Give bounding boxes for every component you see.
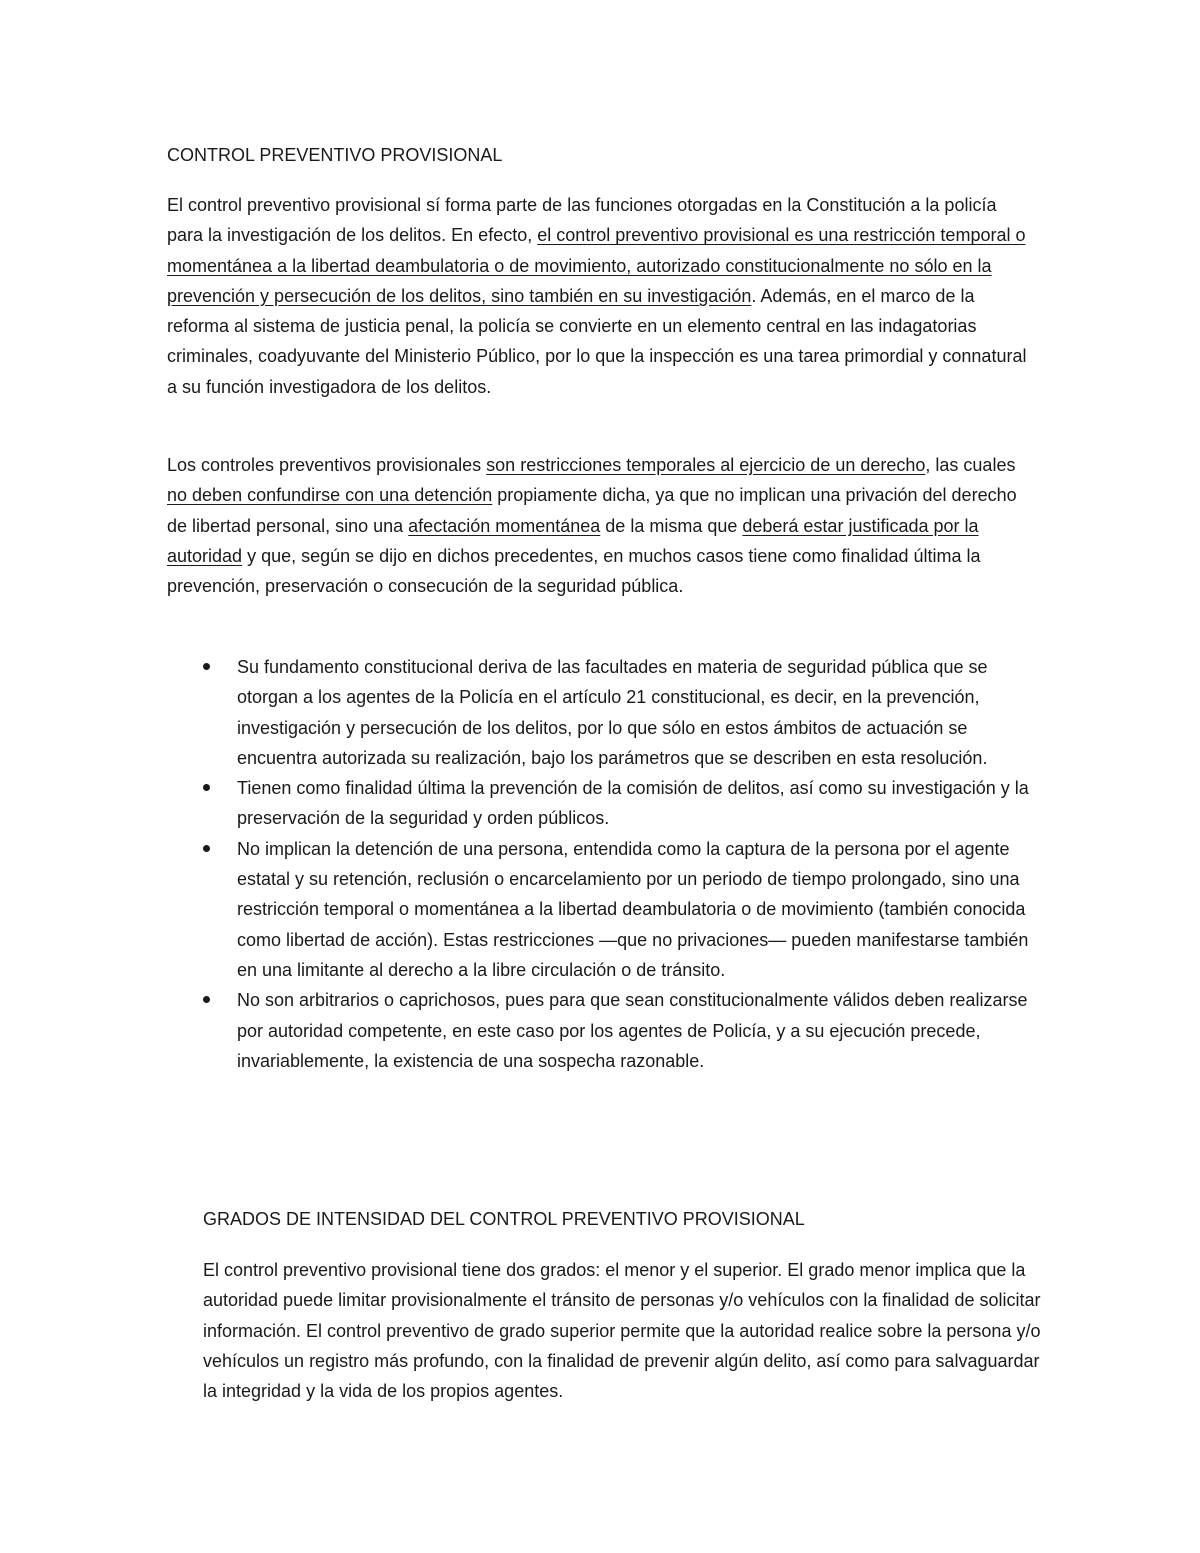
- paragraph-text: propiamente dicha, ya que no implican una privación del derecho de libertad personal, sino una: [167, 485, 1017, 536]
- list-item: [203, 773, 1043, 834]
- bullet-icon: [203, 996, 210, 1003]
- paragraph-text: , las cuales: [925, 455, 1016, 475]
- list-item: [203, 652, 1043, 773]
- bullet-icon: [203, 845, 210, 852]
- paragraph-text: El control preventivo provisional sí forma parte de las funciones otorgadas en la Constitución a la policía para la investigación de los delitos. En efecto,: [167, 195, 997, 246]
- paragraph-grados: El control preventivo provisional tiene dos grados: el menor y el superior. El grado menor implica que la autoridad puede limitar provisionalmente el tránsito de personas y/o vehículos con la finalidad de solicitar información. El control preventivo de grado superior permite que la autoridad realice sobre la persona y/o vehículos un registro más profundo, con la finalidad de prevenir algún delito, así como para salvaguardar la integridad y la vida de los propios agentes.: [203, 1260, 1041, 1402]
- list-item: [203, 834, 1043, 985]
- underlined-text: afectación momentánea: [408, 515, 601, 536]
- underlined-text: el control preventivo provisional es una restricción temporal o momentánea a la libertad deambulatoria o de movimiento, autorizado constitucionalmente no sólo en la prevención y persecución de los delitos, sino también en su investigación: [167, 225, 1026, 306]
- list-item-text: No son arbitrarios o caprichosos, pues para que sean constitucionalmente válidos deben realizarse por autoridad competente, en este caso por los agentes de Policía, y a su ejecución precede, invariablemente, la existencia de una sospecha razonable.: [237, 990, 1028, 1071]
- paragraph-restrictions: [167, 450, 1037, 601]
- paragraph-text: y que, según se dijo en dichos precedentes, en muchos casos tiene como finalidad última la prevención, preservación o consecución de la seguridad pública.: [167, 545, 981, 597]
- paragraph-text: . Además, en el marco de la reforma al sistema de justicia penal, la policía se convierte en un elemento central en las indagatorias criminales, coadyuvante del Ministerio Público, por lo que la inspección es una tarea primordial y connatural a su función investigadora de los delitos.: [167, 285, 1027, 397]
- list-item-text: Su fundamento constitucional deriva de las facultades en materia de seguridad pública que se otorgan a los agentes de la Policía en el artículo 21 constitucional, es decir, en la prevención, investigación y persecución de los delitos, por lo que sólo en estos ámbitos de actuación se encuentra autorizada su realización, bajo los parámetros que se describen en esta resolución.: [237, 657, 988, 768]
- underlined-text: son restricciones temporales al ejercicio de un derecho: [486, 455, 926, 475]
- underlined-text: deberá estar justificada por la autoridad: [167, 515, 979, 566]
- underlined-text: no deben confundirse con una detención: [167, 485, 493, 506]
- bullet-list: [203, 652, 1043, 1076]
- paragraph-text: de la misma que: [600, 515, 743, 536]
- paragraph-definition: [167, 190, 1037, 402]
- bullet-icon: [203, 784, 210, 791]
- list-item-text: No implican la detención de una persona, entendida como la captura de la persona por el agente estatal y su retención, reclusión o encarcelamiento por un periodo de tiempo prolongado, sino una restricción temporal o momentánea a la libertad deambulatoria o de movimiento (también conocida como libertad de acción). Estas restricciones —que no privaciones— pueden manifestarse también en una limitante al derecho a la libre circulación o de tránsito.: [237, 838, 1029, 980]
- paragraph-text: Los controles preventivos provisionales: [167, 455, 487, 475]
- section-title-control-preventivo: CONTROL PREVENTIVO PROVISIONAL: [167, 145, 503, 165]
- list-item: [203, 985, 1043, 1076]
- list-item-text: Tienen como finalidad última la prevención de la comisión de delitos, así como su investigación y la preservación de la seguridad y orden públicos.: [237, 778, 1029, 829]
- bullet-icon: [203, 663, 210, 670]
- section-title-grados: GRADOS DE INTENSIDAD DEL CONTROL PREVENTIVO PROVISIONAL: [203, 1209, 805, 1229]
